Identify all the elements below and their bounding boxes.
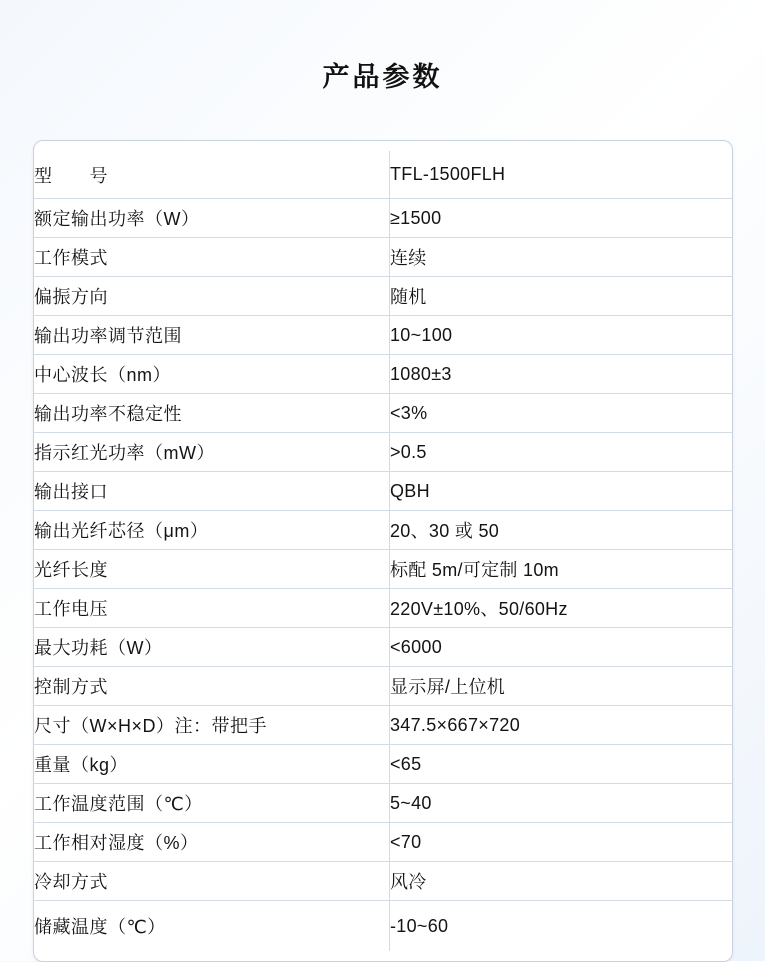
- table-row: [34, 238, 732, 277]
- table-row: [34, 511, 732, 550]
- table-row: [34, 355, 732, 394]
- spec-value: 10~100: [390, 316, 733, 355]
- spec-table-body: [34, 151, 732, 951]
- spec-value: <6000: [390, 628, 733, 667]
- table-row: [34, 706, 732, 745]
- table-row: [34, 277, 732, 316]
- spec-value: 标配 5m/可定制 10m: [390, 550, 733, 589]
- page-title: 产品参数: [322, 62, 443, 92]
- spec-label: 重量（kg）: [34, 745, 390, 784]
- spec-label: 工作模式: [34, 238, 390, 277]
- spec-value: 1080±3: [390, 355, 733, 394]
- spec-label: 输出光纤芯径（μm）: [34, 511, 390, 550]
- spec-value: 显示屏/上位机: [390, 667, 733, 706]
- spec-value: 347.5×667×720: [390, 706, 733, 745]
- spec-value: >0.5: [390, 433, 733, 472]
- table-row: [34, 151, 732, 199]
- spec-label: 额定输出功率（W）: [34, 199, 390, 238]
- spec-label: 最大功耗（W）: [34, 628, 390, 667]
- spec-label: 输出接口: [34, 472, 390, 511]
- table-row: [34, 745, 732, 784]
- spec-value: <65: [390, 745, 733, 784]
- spec-table: [34, 151, 732, 951]
- spec-label: 型 号: [34, 151, 390, 199]
- table-row: [34, 901, 732, 952]
- spec-value: 风冷: [390, 862, 733, 901]
- spec-value: 20、30 或 50: [390, 511, 733, 550]
- table-row: [34, 472, 732, 511]
- spec-value: -10~60: [390, 915, 449, 936]
- table-row: [34, 862, 732, 901]
- table-row: [34, 589, 732, 628]
- spec-value: <70: [390, 823, 733, 862]
- table-row: [34, 628, 732, 667]
- spec-label: 工作温度范围（℃）: [34, 784, 390, 823]
- spec-label: 工作电压: [34, 589, 390, 628]
- spec-value: ≥1500: [390, 199, 733, 238]
- spec-value: QBH: [390, 472, 733, 511]
- table-row: [34, 550, 732, 589]
- table-row: [34, 394, 732, 433]
- table-row: [34, 199, 732, 238]
- spec-label: 光纤长度: [34, 550, 390, 589]
- spec-label: 储藏温度（℃）: [34, 901, 390, 952]
- spec-value: 5~40: [390, 784, 733, 823]
- spec-label: 工作相对湿度（%）: [34, 823, 390, 862]
- table-row: [34, 316, 732, 355]
- table-row: [34, 667, 732, 706]
- spec-label: 控制方式: [34, 667, 390, 706]
- spec-value: TFL-1500FLH: [390, 151, 733, 199]
- spec-label: 偏振方向: [34, 277, 390, 316]
- table-row: [34, 823, 732, 862]
- spec-label: 中心波长（nm）: [34, 355, 390, 394]
- spec-table-container: [33, 140, 733, 962]
- spec-value: 220V±10%、50/60Hz: [390, 589, 733, 628]
- table-row: [34, 784, 732, 823]
- spec-label: 尺寸（W×H×D）注：带把手: [34, 706, 390, 745]
- spec-label: 指示红光功率（mW）: [34, 433, 390, 472]
- spec-label: 输出功率调节范围: [34, 316, 390, 355]
- spec-label: 输出功率不稳定性: [34, 394, 390, 433]
- spec-value: 连续: [390, 238, 733, 277]
- spec-label: 冷却方式: [34, 862, 390, 901]
- spec-value: <3%: [390, 394, 733, 433]
- table-row: [34, 433, 732, 472]
- spec-value: 随机: [390, 277, 733, 316]
